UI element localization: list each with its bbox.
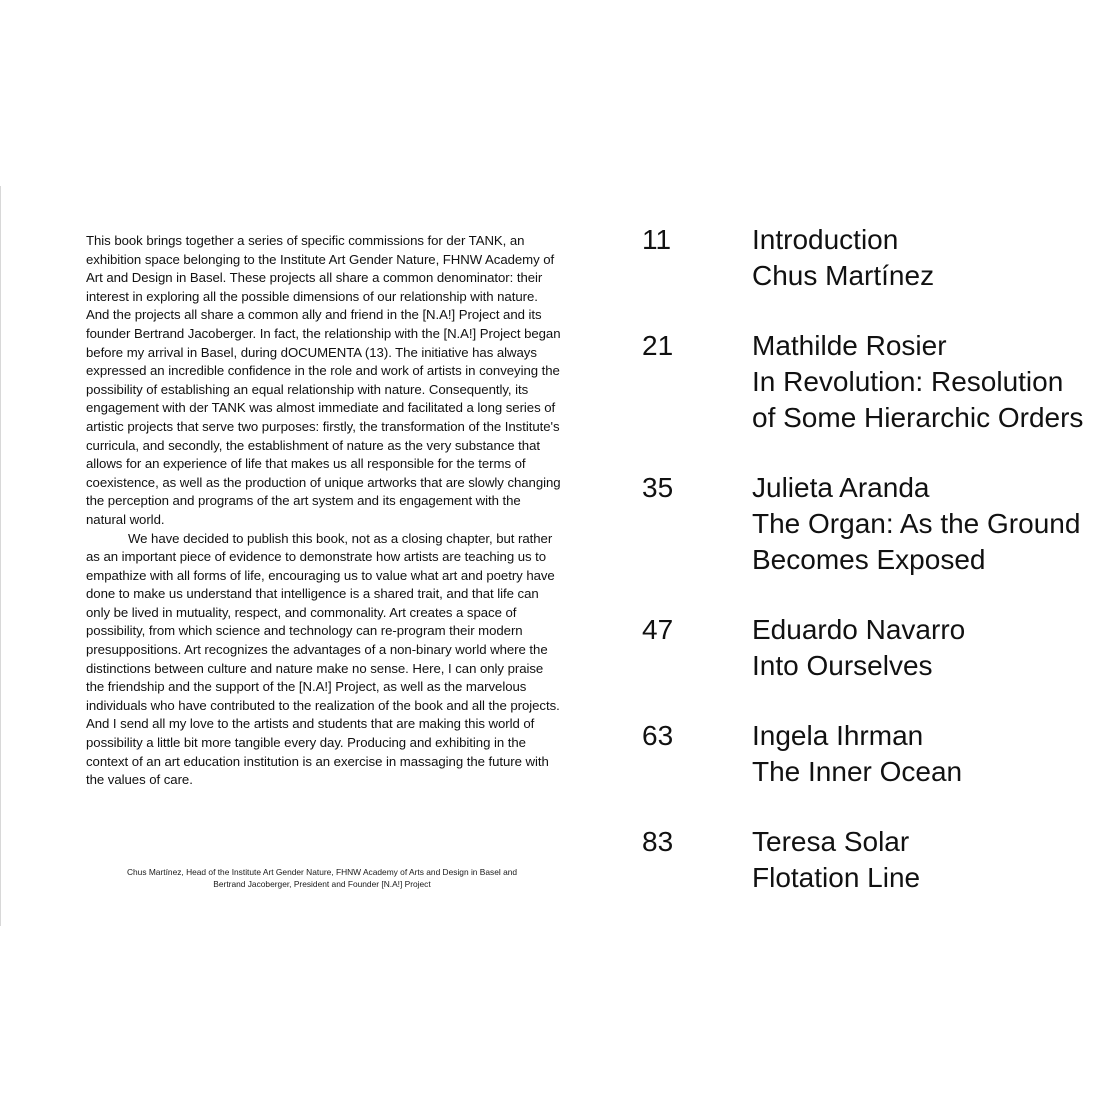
foreword-paragraph-2: We have decided to publish this book, not as a closing chapter, but rather as an important piece of evidence to demonstrate how artists are teaching us to empathize with all forms of life, encouraging us to value what art and poetry have done to make us understand that intelligence is a shared trait, and that life can only be lived in mutuality, respect, and commonality. Art creates a space of possibility, from which science and technology can re-program their modern presuppositions. Art recognizes the advantages of a non-binary world where the distinctions between culture and nature make no sense. Here, I can only praise the friendship and the support of the [N.A!] Project, as well as the marvelous individuals who have contributed to the realization of the book and all the projects. And I send all my love to the artists and students that are making this world of possibility a little bit more tangible every day. Producing and exhibiting in the context of an art education institution is an exercise in massaging the future with the values of care.	[86, 530, 560, 788]
toc-author: Teresa Solar	[752, 826, 910, 857]
foreword-credits	[86, 866, 558, 890]
toc-entry	[642, 470, 1111, 578]
toc-entry	[642, 718, 1111, 790]
toc-author: Ingela Ihrman	[752, 720, 924, 751]
toc-title: of Some Hierarchic Orders	[752, 402, 1084, 433]
page-spread-edge	[0, 186, 1, 926]
toc-author: Introduction	[752, 224, 899, 255]
foreword-page	[86, 232, 562, 790]
toc-title: The Organ: As the Ground	[752, 508, 1081, 539]
toc-title: Chus Martínez	[752, 260, 935, 291]
toc-title: In Revolution: Resolution	[752, 366, 1064, 397]
foreword-paragraph-1: This book brings together a series of specific commissions for der TANK, an exhibition space belonging to the Institute Art Gender Nature, FHNW Academy of Art and Design in Basel. These projects all share a common denominator: their interest in exploring all the possible dimensions of our relationship with nature. And the projects all share a common ally and friend in the [N.A!] Project and its founder Bertrand Jacoberger. In fact, the relationship with the [N.A!] Project began before my arrival in Basel, during dOCUMENTA (13). The initiative has always expressed an incredible confidence in the role and work of artists in conveying the possibility of establishing an equal relationship with nature. Consequently, its engagement with der TANK was almost immediate and facilitated a long series of artistic projects that serve two purposes: firstly, the transformation of the Institute's curricula, and secondly, the establishment of nature as the very substance that allows for an experience of life that makes us all responsible for the terms of coexistence, as well as the production of unique artworks that are slowly changing the perception and programs of the art system and its engagement with the natural world.	[86, 233, 561, 527]
toc-author: Eduardo Navarro	[752, 614, 966, 645]
toc-page-number: 11	[642, 224, 672, 255]
toc-page-number: 35	[642, 472, 674, 503]
toc-entry	[642, 328, 1111, 436]
toc-title: Into Ourselves	[752, 650, 933, 681]
toc-entry	[642, 824, 1111, 896]
foreword-text	[86, 232, 562, 790]
toc-entry-lines	[752, 470, 1080, 578]
toc-title: Flotation Line	[752, 862, 921, 893]
toc-entry-lines	[752, 328, 1083, 436]
toc-entry-lines	[752, 612, 965, 684]
toc-page-number: 83	[642, 826, 674, 857]
toc-entry	[642, 222, 1111, 294]
toc-page-number: 63	[642, 720, 674, 751]
credit-line-1: Chus Martínez, Head of the Institute Art Gender Nature, FHNW Academy of Arts and Design in Basel and	[126, 867, 518, 877]
toc-entry-lines	[752, 718, 962, 790]
toc-entry-lines	[752, 222, 934, 294]
credit-line-2: Bertrand Jacoberger, President and Founder [N.A!] Project	[213, 879, 431, 889]
toc-page-number: 21	[642, 330, 674, 361]
toc-page-number: 47	[642, 614, 674, 645]
table-of-contents	[642, 222, 1111, 896]
toc-title: Becomes Exposed	[752, 544, 986, 575]
toc-title: The Inner Ocean	[752, 756, 963, 787]
toc-author: Mathilde Rosier	[752, 330, 947, 361]
toc-entry	[642, 612, 1111, 684]
toc-author: Julieta Aranda	[752, 472, 930, 503]
toc-entry-lines	[752, 824, 920, 896]
